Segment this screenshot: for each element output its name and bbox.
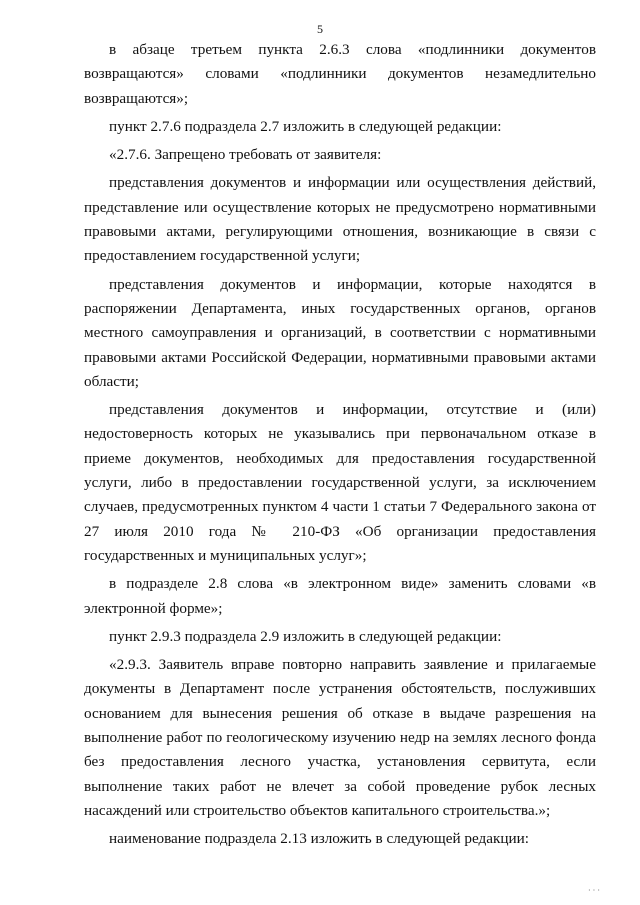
paragraph-amendment-2-8: в подразделе 2.8 слова «в электронном виде» заменить словами «в электронной форме»; — [84, 575, 596, 617]
paragraph-2-7-6-heading: «2.7.6. Запрещено требовать от заявителя: — [109, 146, 382, 164]
paragraph-amend-2-7-6-intro: пункт 2.7.6 подраздела 2.7 изложить в следующей редакции: — [109, 117, 502, 135]
paragraph-amendment-2-6-3: в абзаце третьем пункта 2.6.3 слова «подлинники документов возвращаются» словами «подлинники документов незамедлительно возвращаются»; — [84, 41, 596, 107]
document-body — [84, 38, 596, 852]
paragraph-2-9-3-text: «2.9.3. Заявитель вправе повторно направить заявление и прилагаемые документы в Департамент после устранения обстоятельств, послуживших основанием для вынесения решения об отказе в выдаче разрешения на выполнение работ по геологическому изучению недр на землях лесного фонда без предоставления лесного участка, установления сервитута, если выполнение таких работ не влечет за собой проведение рубок лесных насаждений или строительство объектов капитального строительства.»; — [84, 656, 596, 819]
paragraph-amend-2-13-intro: наименование подраздела 2.13 изложить в следующей редакции: — [109, 830, 529, 848]
scan-corner-mark: · · · — [588, 886, 600, 895]
page-number: 5 — [317, 22, 323, 36]
paragraph-2-7-6-item-1: представления документов и информации или осуществления действий, представление или осуществление которых не предусмотрено нормативными правовыми актами, регулирующими отношения, возникающие в связи с предоставлением государственной услуги; — [84, 174, 596, 265]
paragraph-2-7-6-item-2: представления документов и информации, которые находятся в распоряжении Департамента, иных государственных органов, органов местного самоуправления и организаций, в соответствии с нормативными правовыми актами Российской Федерации, нормативными правовыми актами области; — [84, 275, 596, 390]
paragraph-amend-2-9-3-intro: пункт 2.9.3 подраздела 2.9 изложить в следующей редакции: — [109, 627, 502, 645]
paragraph-2-7-6-item-3: представления документов и информации, отсутствие и (или) недостоверность которых не указывались при первоначальном отказе в приеме документов, необходимых для предоставления государственной услуги, либо в предоставлении государственной услуги, за исключением случаев, предусмотренных пунктом 4 части 1 статьи 7 Федерального закона от 27 июля 2010 года № 210-ФЗ «Об организации предоставления государственных и муниципальных услуг»; — [84, 401, 596, 564]
